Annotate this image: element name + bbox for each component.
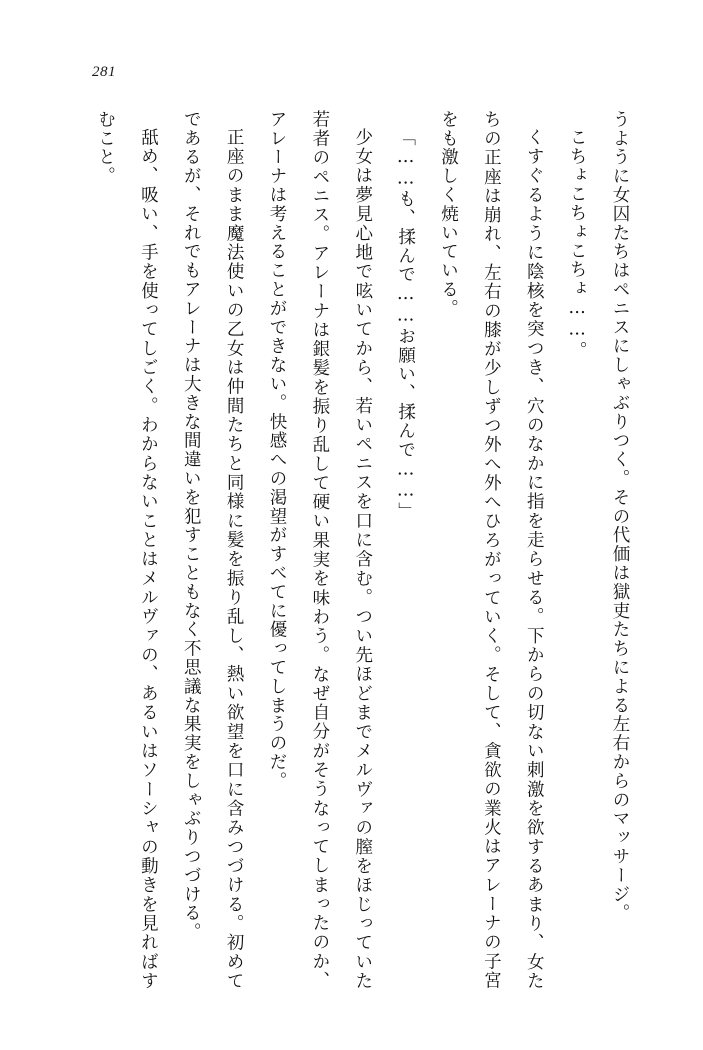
paragraph: うように女囚たちはペニスにしゃぶりつく。その代価は獄吏たちによる左右からのマッサージ。 (610, 110, 630, 923)
paragraph: くすぐるように陰核を突つき、穴のなかに指を走らせる。下からの切ない刺激を欲するあまり、女たちの正座は崩れ、左右の膝が少しずつ外へ外へひろがっていく。そして、貪欲の業火はアレーナの子宮をも激しく焼いている。 (438, 110, 545, 990)
paragraph: 舐め、吸い、手を使ってしごく。わからないことはメルヴァの、あるいはソーシャの動きを見ればすむこと。 (95, 110, 159, 990)
paragraph: こちょこちょこちょ……。 (567, 127, 588, 360)
page-number: 281 (92, 64, 116, 80)
page-body-text (81, 110, 641, 990)
paragraph: 少女は夢見心地で呟いてから、若いペニスを口に含む。つい先ほどまでメルヴァの膣をほじっていた若者のペニス。アレーナは銀髪を振り乱して硬い果実を味わう。なぜ自分がそうなってしまったのか、アレーナは考えることができない。快感への渇望がすべてに優ってしまうのだ。 (267, 110, 373, 990)
paragraph: 「……も、揉んで……お願い、揉んで……」 (395, 127, 416, 521)
paragraph: 正座のまま魔法使いの乙女は仲間たちと同様に髪を振り乱し、熱い欲望を口に含みつづける。初めてであるが、それでもアレーナは大きな間違いを犯すこともなく不思議な果実をしゃぶりつづける。 (181, 110, 245, 990)
